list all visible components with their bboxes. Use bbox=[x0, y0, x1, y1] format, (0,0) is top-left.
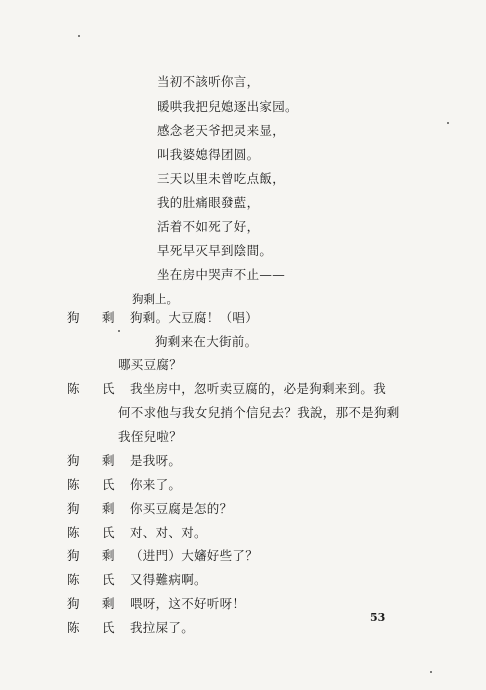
verse-line: 活着不如死了好， bbox=[157, 219, 260, 234]
verse-line: 早死早灭早到陰間。 bbox=[157, 243, 273, 258]
dialogue-line: 对、对、对。 bbox=[130, 525, 207, 540]
verse-line: 当初不該听你言， bbox=[157, 74, 260, 89]
dialogue-line: 我拉屎了。 bbox=[130, 620, 195, 635]
dialogue-line: 是我呀。 bbox=[130, 453, 182, 468]
stage-direction: 狗剩上。 bbox=[132, 292, 178, 306]
dialogue-line: 狗剩来在大街前。 bbox=[155, 334, 258, 349]
speaker-label: 陈 氏 bbox=[67, 525, 120, 540]
dialogue-line: 我坐房中，忽听卖豆腐的，必是狗剩来到。我 bbox=[130, 381, 387, 396]
dialogue-line: 哪买豆腐？ bbox=[118, 357, 183, 372]
verse-line: 暖哄我把兒媳逐出家园。 bbox=[157, 99, 298, 114]
verse-line: 叫我婆媳得团圆。 bbox=[157, 147, 260, 162]
verse-line: 感念老天爷把灵来显， bbox=[157, 123, 286, 138]
speaker-label: 陈 氏 bbox=[67, 620, 120, 635]
dialogue-line: 狗剩。大豆腐！（唱） bbox=[130, 310, 259, 325]
page-number: 53 bbox=[370, 611, 386, 624]
verse-line: 三天以里未曾吃点飯， bbox=[157, 171, 286, 186]
speaker-label: 狗 剩 bbox=[67, 501, 120, 516]
scan-speck bbox=[118, 330, 120, 332]
dialogue-line: 你买豆腐是怎的？ bbox=[130, 501, 233, 516]
dialogue-line: 你来了。 bbox=[130, 477, 182, 492]
speaker-label: 狗 剩 bbox=[67, 310, 120, 325]
dialogue-line: 喂呀，这不好听呀！ bbox=[130, 596, 246, 611]
dialogue-line: 我侄兒啦？ bbox=[118, 429, 183, 444]
scan-speck bbox=[78, 35, 80, 37]
scan-speck bbox=[430, 671, 432, 673]
speaker-label: 狗 剩 bbox=[67, 548, 120, 563]
verse-line: 坐在房中哭声不止—— bbox=[157, 267, 286, 282]
dialogue-line: 何不求他与我女兒捎个信兒去？我說，那不是狗剩 bbox=[118, 405, 400, 420]
scan-speck bbox=[447, 122, 449, 124]
dialogue-line: 又得難病啊。 bbox=[130, 572, 207, 587]
speaker-label: 陈 氏 bbox=[67, 572, 120, 587]
verse-line: 我的肚痛眼發藍， bbox=[157, 195, 260, 210]
speaker-label: 狗 剩 bbox=[67, 453, 120, 468]
speaker-label: 陈 氏 bbox=[67, 381, 120, 396]
speaker-label: 陈 氏 bbox=[67, 477, 120, 492]
dialogue-line: （进門）大嬸好些了？ bbox=[130, 548, 259, 563]
speaker-label: 狗 剩 bbox=[67, 596, 120, 611]
